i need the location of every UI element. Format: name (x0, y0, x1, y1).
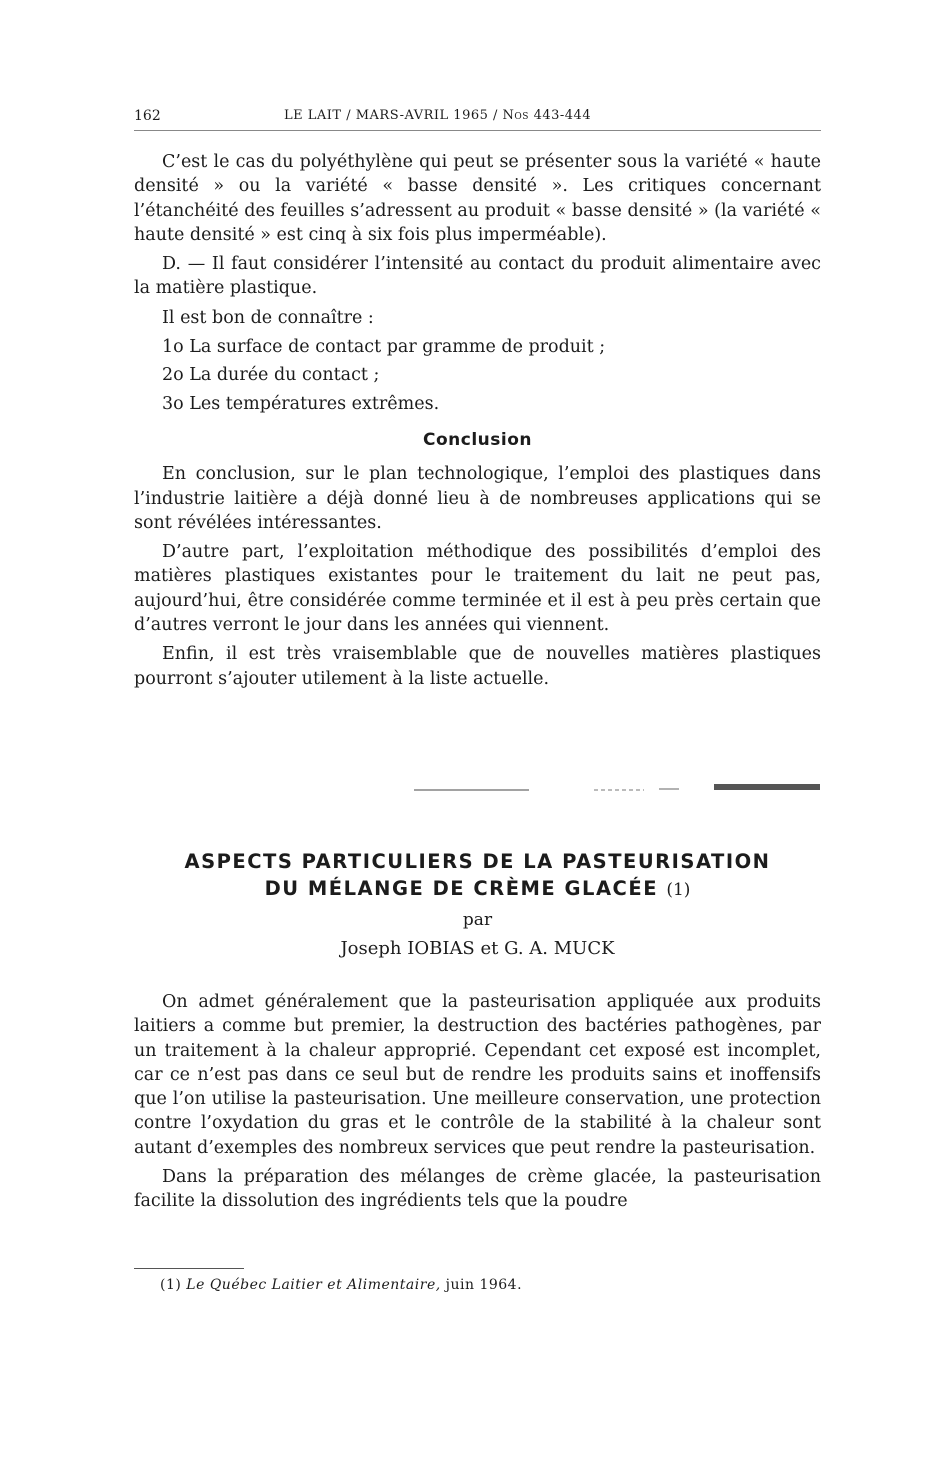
running-header (134, 108, 821, 131)
title-line-2 (134, 875, 821, 904)
paragraph: On admet généralement que la pasteurisation appliquée aux produits laitiers a comme but premier, la destruction des bactéries pathogènes, par un traitement à la chaleur approprié. Cependant cet exposé est incomplet, car ce n’est pas dans ce seul but de rendre les produits sains et inoffensifs que l’on utilise la pasteurisation. Une meilleure conservation, une protection contre l’oxydation du gras et le contrôle de la stabilité à la chaleur sont autant d’exemples des nombreux services que peut rendre la pasteurisation. (134, 992, 821, 1158)
article-body (134, 990, 821, 1219)
running-head: LE LAIT / MARS-AVRIL 1965 / Nos 443-444 (284, 108, 592, 123)
footnote (160, 1277, 522, 1293)
list-item: 1o La surface de contact par gramme de produit ; (162, 337, 606, 358)
article-title (134, 848, 821, 904)
footnote-rule (134, 1268, 244, 1269)
footnote-source: Le Québec Laitier et Alimentaire, (186, 1277, 441, 1293)
paragraph: D. — Il faut considérer l’intensité au contact du produit alimentaire avec la matière plastique. (134, 254, 821, 299)
paragraph: Il est bon de connaître : (162, 307, 374, 328)
byline-par: par (462, 910, 493, 930)
separator-rule (414, 782, 820, 792)
top-section (134, 150, 821, 696)
paragraph: Enfin, il est très vraisemblable que de nouvelles matières plastiques pourront s’ajouter utilement à la liste actuelle. (134, 644, 821, 689)
paragraph: En conclusion, sur le plan technologique, l’emploi des plastiques dans l’industrie laitière a déjà donné lieu à de nombreuses applications qui se sont révélées intéressantes. (134, 464, 821, 533)
list-item: 2o La durée du contact ; (162, 365, 380, 386)
paragraph: Dans la préparation des mélanges de crème glacée, la pasteurisation facilite la dissolution des ingrédients tels que la poudre (134, 1167, 821, 1212)
paragraph: D’autre part, l’exploitation méthodique des possibilités d’emploi des matières plastiques existantes pour le traitement du lait ne peut pas, aujourd’hui, être considérée comme terminée et il est à peu près certain que d’autres verront le jour dans les années qui viennent. (134, 542, 821, 636)
footnote-marker: (1) (160, 1277, 182, 1293)
list-item: 3o Les températures extrêmes. (162, 393, 440, 414)
section-heading: Conclusion (423, 429, 532, 450)
footnote-date: juin 1964. (445, 1277, 523, 1293)
title-line-2-text: DU MÉLANGE DE CRÈME GLACÉE (264, 877, 659, 900)
page-number: 162 (134, 108, 161, 124)
authors: Joseph IOBIAS et G. A. MUCK (340, 938, 615, 959)
title-footnote-ref: (1) (666, 880, 691, 900)
paragraph: C’est le cas du polyéthylène qui peut se présenter sous la variété « haute densité » ou la variété « basse densité ». Les critiques concernant l’étanchéité des feuilles s’adressent au produit « basse densité » (la variété « haute densité » est cinq à six fois plus imperméable). (134, 152, 821, 245)
title-line-1: ASPECTS PARTICULIERS DE LA PASTEURISATION (184, 850, 771, 873)
